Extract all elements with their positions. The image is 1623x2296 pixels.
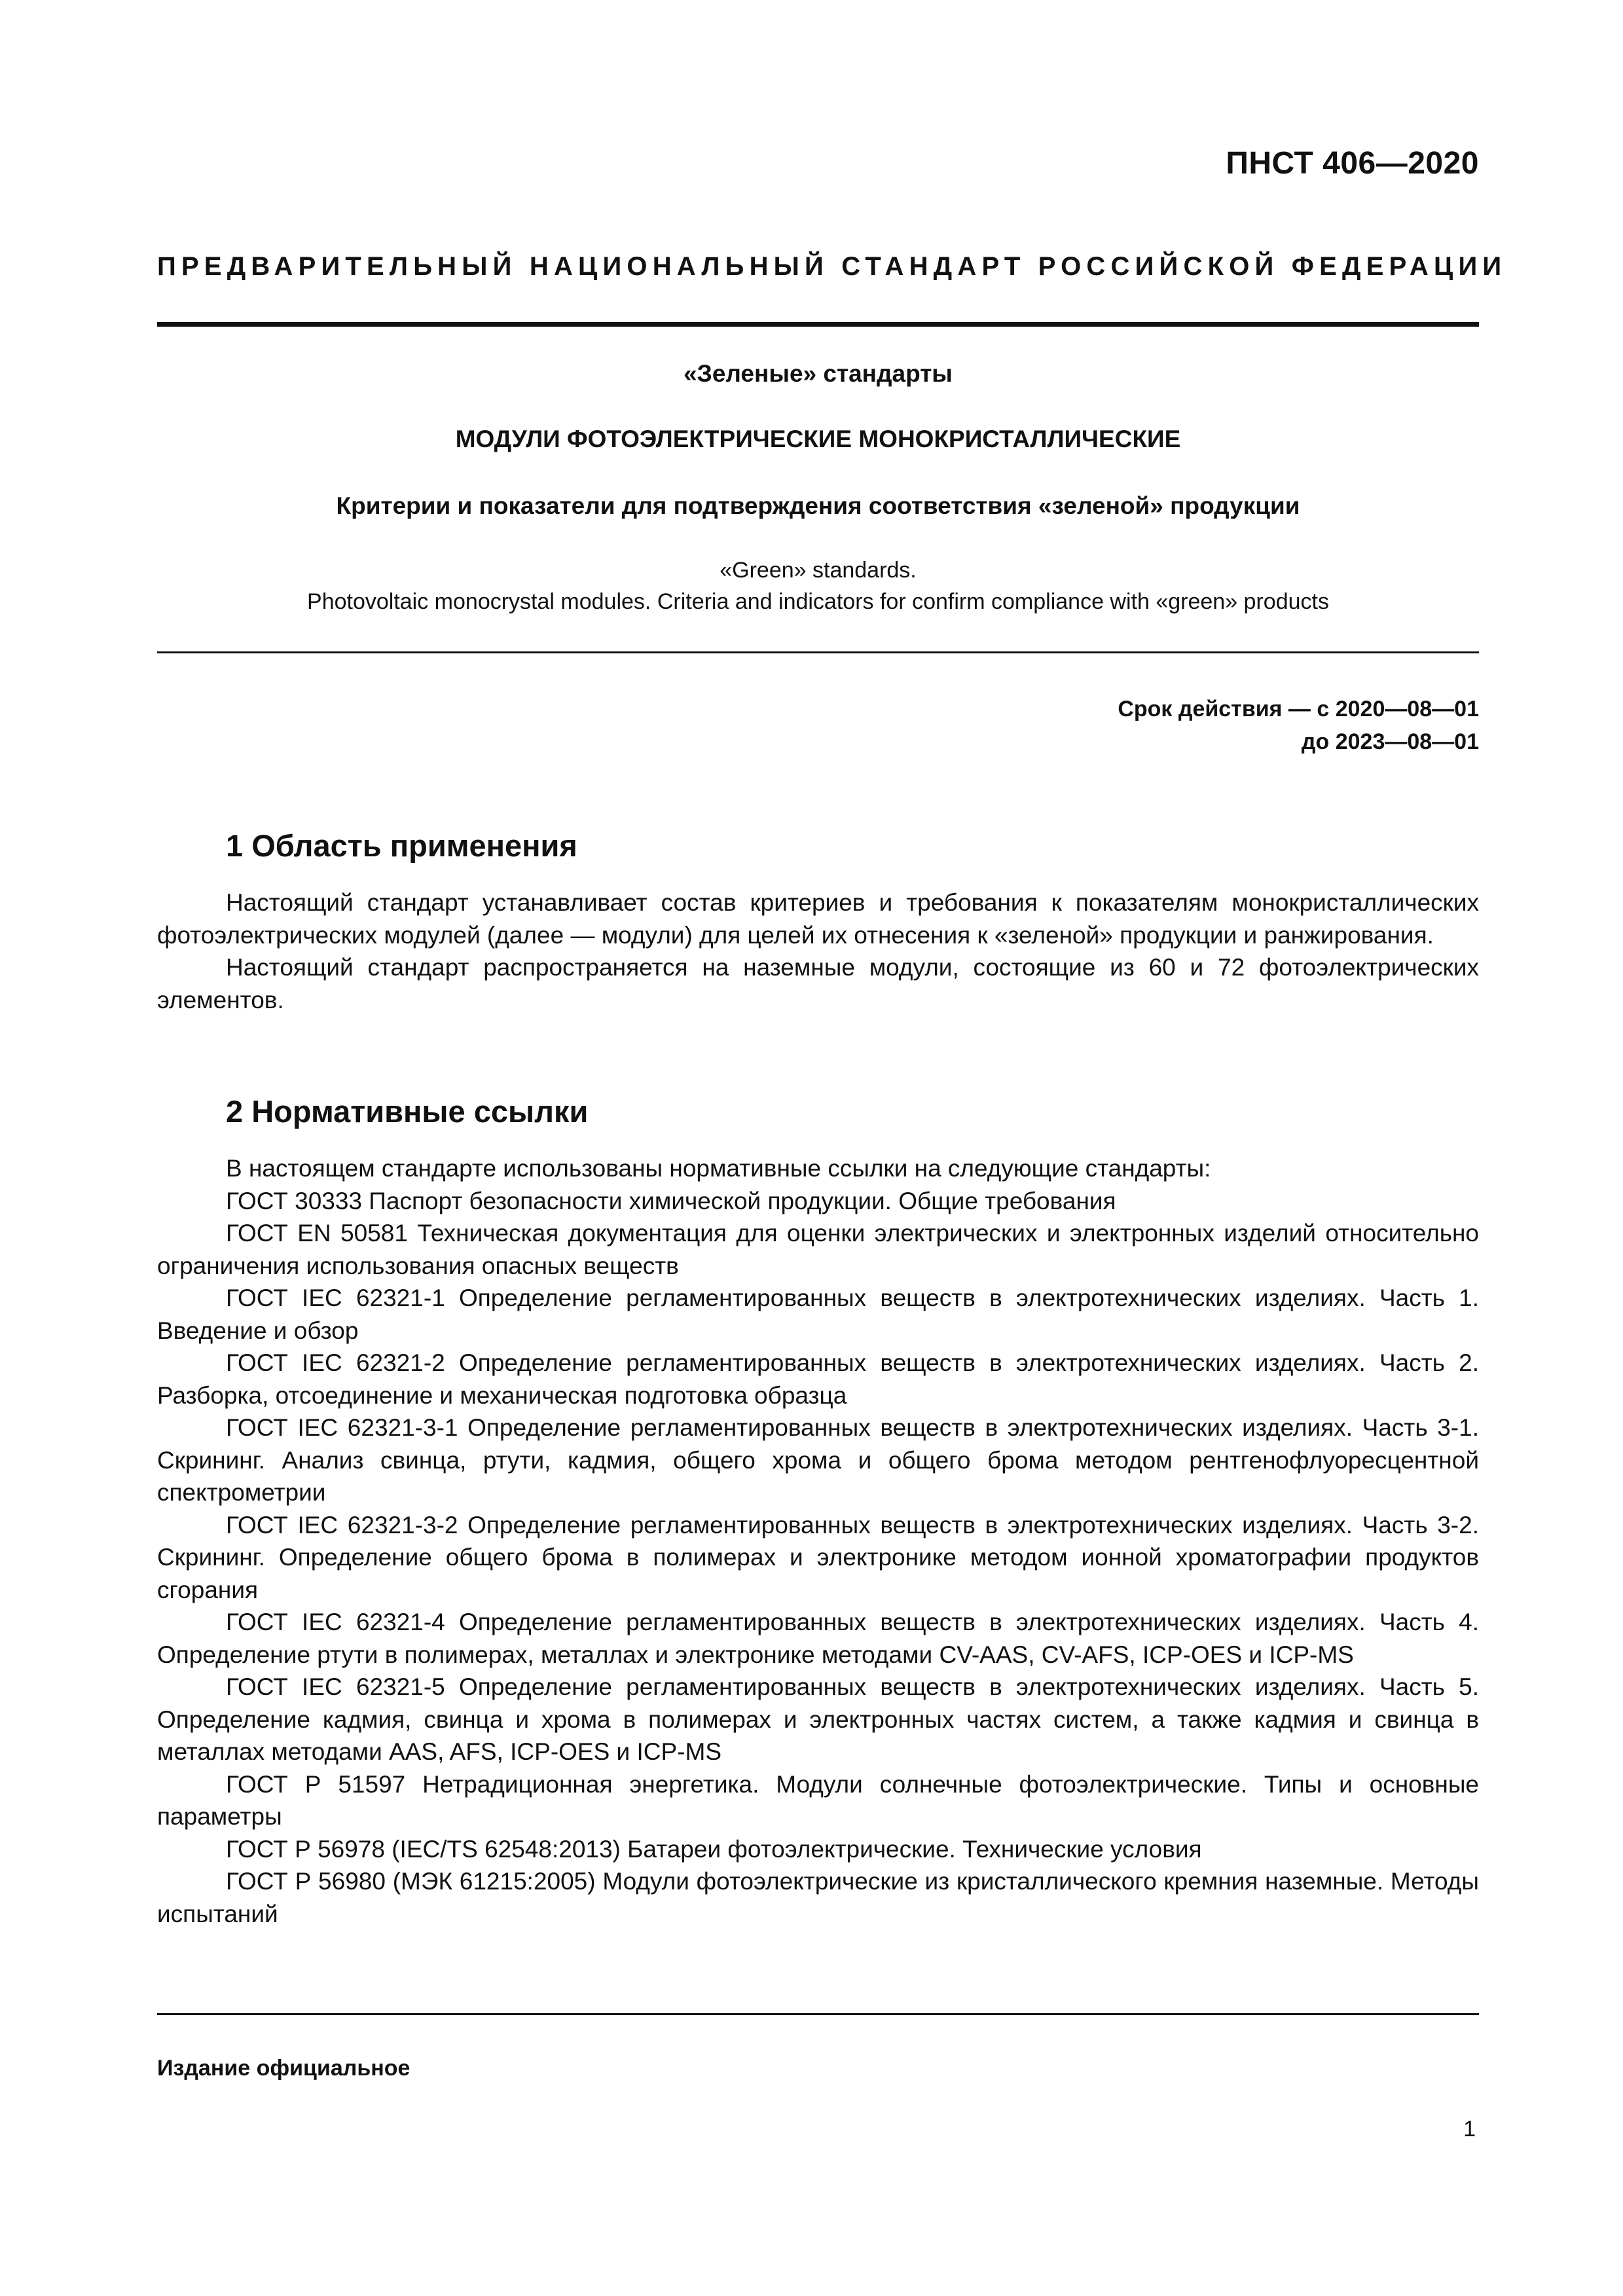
page-number: 1 [1463,2117,1476,2141]
paragraph: В настоящем стандарте использованы нормативные ссылки на следующие стандарты: [226,1155,1211,1182]
edition-label: Издание официальное [157,2056,410,2081]
footer-divider [157,2013,1479,2015]
paragraph: Настоящий стандарт устанавливает состав критериев и требования к показателям монокристаллических фотоэлектрических модулей (далее — модули) для целей их отнесения к «зеленой» продукции и ранжирования. [157,889,1479,949]
validity-start: Срок действия — с 2020—08—01 [1118,697,1479,721]
reference-item: ГОСТ Р 56980 (МЭК 61215:2005) Модули фотоэлектрические из кристаллического кремния наземные. Методы испытаний [157,1868,1479,1927]
reference-item: ГОСТ Р 56978 (IEC/TS 62548:2013) Батареи фотоэлектрические. Технические условия [226,1835,1202,1863]
english-title-line-2: Photovoltaic monocrystal modules. Criteria and indicators for confirm compliance with «green» products [307,589,1329,614]
series-title: «Зеленые» стандарты [684,360,953,387]
reference-item: ГОСТ Р 51597 Нетрадиционная энергетика. Модули солнечные фотоэлектрические. Типы и основные параметры [157,1770,1479,1830]
reference-item: ГОСТ IEC 62321-2 Определение регламентированных веществ в электротехнических изделиях. Часть 2. Разборка, отсоединение и механическая подготовка образца [157,1349,1479,1409]
standard-code: ПНСТ 406—2020 [1226,146,1479,181]
standard-type-heading: ПРЕДВАРИТЕЛЬНЫЙ НАЦИОНАЛЬНЫЙ СТАНДАРТ РОССИЙСКОЙ ФЕДЕРАЦИИ [157,252,1507,281]
reference-item: ГОСТ IEC 62321-4 Определение регламентированных веществ в электротехнических изделиях. Часть 4. Определение ртути в полимерах, металлах и электронике методами CV-AAS, CV-AFS, ICP-OES и ICP-MS [157,1609,1479,1668]
section-1-title: 1 Область применения [226,828,577,863]
reference-item: ГОСТ 30333 Паспорт безопасности химической продукции. Общие требования [226,1187,1116,1214]
reference-item: ГОСТ IEC 62321-3-1 Определение регламентированных веществ в электротехнических изделиях. Часть 3-1. Скрининг. Анализ свинца, ртути, кадмия, общего хрома и общего брома методом рентгенофлуоресцентной спектрометрии [157,1414,1479,1506]
header-divider [157,322,1479,327]
english-title-line-1: «Green» standards. [720,558,917,583]
section-2-body [157,1152,1479,1930]
reference-item: ГОСТ EN 50581 Техническая документация для оценки электрических и электронных изделий относительно ограничения использования опасных веществ [157,1220,1479,1279]
title-divider [157,651,1479,653]
section-2-title: 2 Нормативные ссылки [226,1094,589,1129]
reference-item: ГОСТ IEC 62321-5 Определение регламентированных веществ в электротехнических изделиях. Часть 5. Определение кадмия, свинца и хрома в полимерах и электронных частях систем, а также кадмия и свинца в металлах методами AAS, AFS, ICP-OES и ICP-MS [157,1673,1479,1765]
main-title: МОДУЛИ ФОТОЭЛЕКТРИЧЕСКИЕ МОНОКРИСТАЛЛИЧЕСКИЕ [455,426,1181,452]
validity-period [1118,693,1479,758]
reference-item: ГОСТ IEC 62321-1 Определение регламентированных веществ в электротехнических изделиях. Часть 1. Введение и обзор [157,1285,1479,1344]
subtitle: Критерии и показатели для подтверждения соответствия «зеленой» продукции [336,492,1300,519]
paragraph: Настоящий стандарт распространяется на наземные модули, состоящие из 60 и 72 фотоэлектрических элементов. [157,954,1479,1013]
section-1-body [157,886,1479,1016]
reference-item: ГОСТ IEC 62321-3-2 Определение регламентированных веществ в электротехнических изделиях. Часть 3-2. Скрининг. Определение общего брома в полимерах и электронике методом ионной хроматографии продуктов сгорания [157,1511,1479,1603]
validity-end: до 2023—08—01 [1301,729,1479,754]
